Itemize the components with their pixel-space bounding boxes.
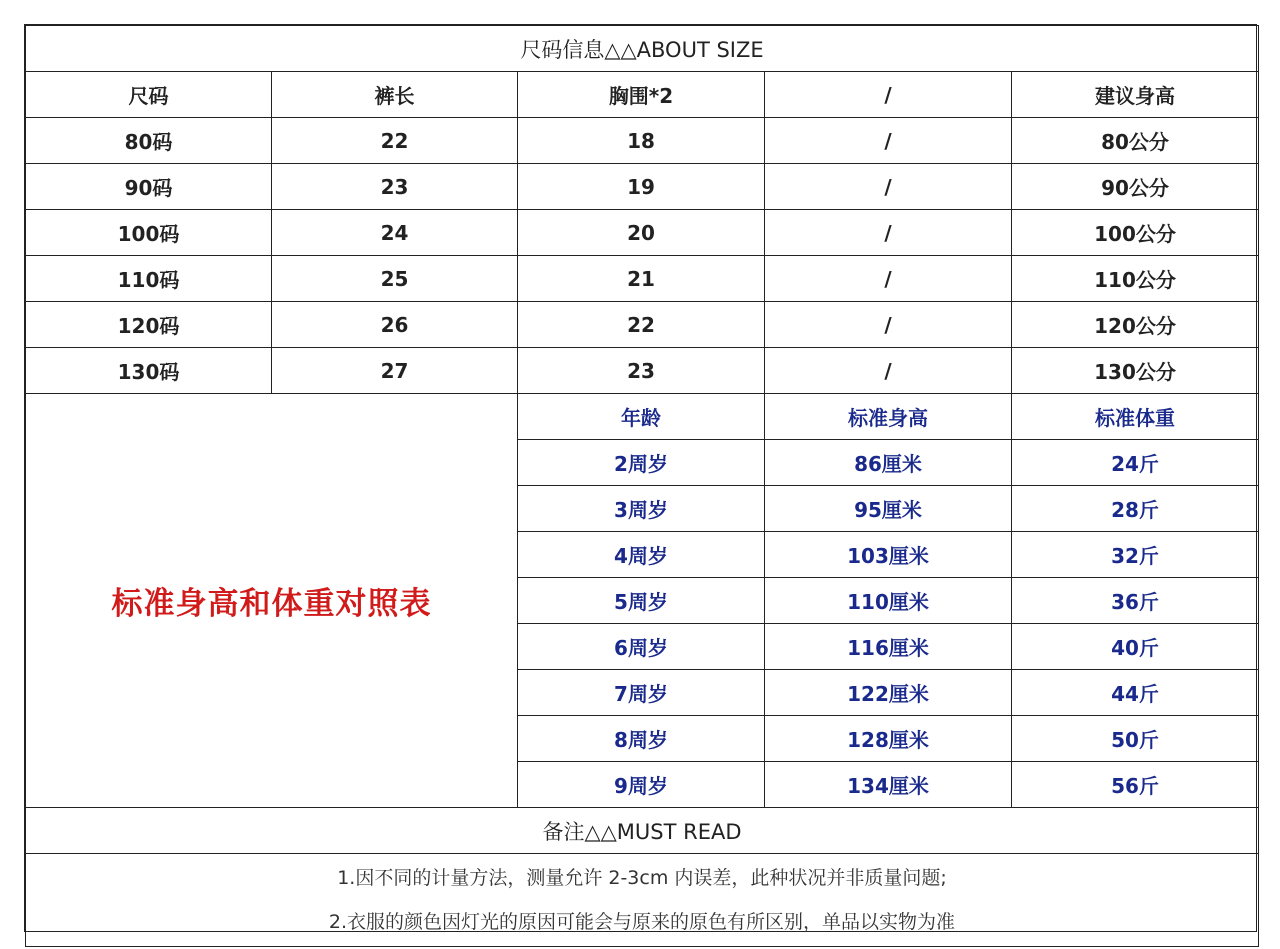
- table-cell: 20: [518, 210, 765, 256]
- table-cell: 130码: [26, 348, 272, 394]
- table-cell: /: [765, 210, 1012, 256]
- size-table: [25, 25, 1259, 947]
- reference-cell: 36斤: [1012, 578, 1259, 624]
- table-cell: 21: [518, 256, 765, 302]
- table-cell: /: [765, 348, 1012, 394]
- table-cell: 24: [272, 210, 518, 256]
- table-cell: 130公分: [1012, 348, 1259, 394]
- reference-cell: 134厘米: [765, 762, 1012, 808]
- table-cell: 90码: [26, 164, 272, 210]
- table-cell: /: [765, 118, 1012, 164]
- table-cell: 110公分: [1012, 256, 1259, 302]
- reference-cell: 28斤: [1012, 486, 1259, 532]
- reference-header-cell: 标准身高: [765, 394, 1012, 440]
- reference-cell: 7周岁: [518, 670, 765, 716]
- table-cell: /: [765, 302, 1012, 348]
- table-cell: 22: [518, 302, 765, 348]
- table-row: [26, 302, 1259, 348]
- table-cell: 100公分: [1012, 210, 1259, 256]
- table-cell: 23: [272, 164, 518, 210]
- reference-cell: 128厘米: [765, 716, 1012, 762]
- header-cell: 胸围*2: [518, 72, 765, 118]
- table-cell: 80码: [26, 118, 272, 164]
- table-cell: 23: [518, 348, 765, 394]
- note-line: 1.因不同的计量方法，测量允许 2-3cm 内误差，此种状况并非质量问题;: [337, 867, 947, 889]
- reference-cell: 95厘米: [765, 486, 1012, 532]
- reference-header-cell: 标准体重: [1012, 394, 1259, 440]
- table-cell: 22: [272, 118, 518, 164]
- table-cell: 90公分: [1012, 164, 1259, 210]
- table-cell: /: [765, 256, 1012, 302]
- reference-cell: 4周岁: [518, 532, 765, 578]
- header-cell: 尺码: [26, 72, 272, 118]
- reference-cell: 32斤: [1012, 532, 1259, 578]
- table-row: [26, 256, 1259, 302]
- notes-title: 备注△△MUST READ: [26, 808, 1259, 854]
- table-title: 尺码信息△△ABOUT SIZE: [26, 26, 1259, 72]
- reference-cell: 2周岁: [518, 440, 765, 486]
- table-cell: 27: [272, 348, 518, 394]
- table-cell: 18: [518, 118, 765, 164]
- reference-cell: 44斤: [1012, 670, 1259, 716]
- reference-cell: 8周岁: [518, 716, 765, 762]
- reference-cell: 103厘米: [765, 532, 1012, 578]
- reference-cell: 56斤: [1012, 762, 1259, 808]
- reference-header-row: [26, 394, 1259, 440]
- table-cell: /: [765, 164, 1012, 210]
- table-cell: 120码: [26, 302, 272, 348]
- header-cell: 建议身高: [1012, 72, 1259, 118]
- table-cell: 26: [272, 302, 518, 348]
- table-cell: 110码: [26, 256, 272, 302]
- table-cell: 120公分: [1012, 302, 1259, 348]
- table-row: [26, 118, 1259, 164]
- table-row: [26, 348, 1259, 394]
- reference-cell: 122厘米: [765, 670, 1012, 716]
- reference-cell: 40斤: [1012, 624, 1259, 670]
- header-cell: /: [765, 72, 1012, 118]
- notes-body: [26, 854, 1259, 947]
- reference-cell: 3周岁: [518, 486, 765, 532]
- note-line: 2.衣服的颜色因灯光的原因可能会与原来的原色有所区别，单品以实物为准: [328, 911, 956, 933]
- reference-cell: 24斤: [1012, 440, 1259, 486]
- reference-cell: 6周岁: [518, 624, 765, 670]
- table-row: [26, 210, 1259, 256]
- reference-header-cell: 年龄: [518, 394, 765, 440]
- table-cell: 19: [518, 164, 765, 210]
- reference-cell: 116厘米: [765, 624, 1012, 670]
- reference-cell: 110厘米: [765, 578, 1012, 624]
- table-row: [26, 164, 1259, 210]
- reference-cell: 5周岁: [518, 578, 765, 624]
- size-chart: [24, 24, 1257, 932]
- table-cell: 80公分: [1012, 118, 1259, 164]
- table-cell: 25: [272, 256, 518, 302]
- reference-cell: 86厘米: [765, 440, 1012, 486]
- table-cell: 100码: [26, 210, 272, 256]
- reference-label: 标准身高和体重对照表: [26, 394, 518, 808]
- header-cell: 裤长: [272, 72, 518, 118]
- reference-cell: 50斤: [1012, 716, 1259, 762]
- header-row: [26, 72, 1259, 118]
- reference-cell: 9周岁: [518, 762, 765, 808]
